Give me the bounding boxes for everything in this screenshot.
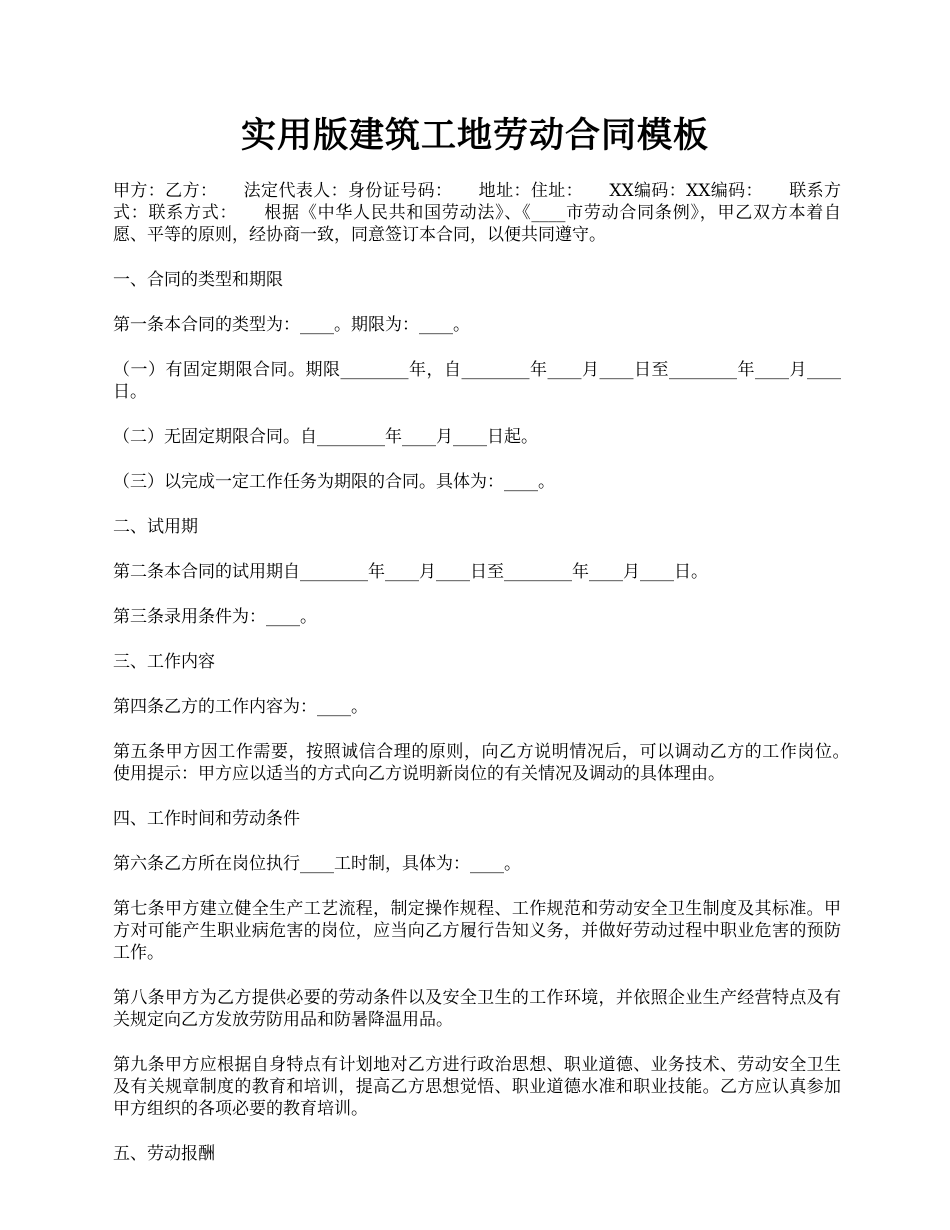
- article-2: 第二条本合同的试用期自________年____月____日至________年____月____日。: [113, 562, 708, 582]
- section-heading-remuneration: 五、劳动报酬: [113, 1144, 215, 1164]
- article-5: 第五条甲方因工作需要，按照诚信合理的原则，向乙方说明情况后，可以调动乙方的工作岗位。 使用提示：甲方应以适当的方式向乙方说明新岗位的有关情况及调动的具体理由。: [113, 742, 875, 784]
- article-7: 第七条甲方建立健全生产工艺流程，制定操作规程、工作规范和劳动安全卫生制度及其标准。甲方对可能产生职业病危害的岗位，应当向乙方履行告知义务，并做好劳动过程中职业危害的预防工作。: [113, 899, 841, 963]
- article-6: 第六条乙方所在岗位执行____工时制，具体为：____。: [113, 854, 521, 874]
- section-heading-work-hours: 四、工作时间和劳动条件: [113, 809, 300, 829]
- party-info-paragraph: 甲方：乙方： 法定代表人：身份证号码： 地址：住址： XX编码：XX编码： 联系方式：联系方式： 根据《中华人民共和国劳动法》、《____市劳动合同条例》，甲乙双方本着自愿、平等的原则，经协商一致，同意签订本合同，以便共同遵守。: [113, 181, 841, 245]
- section-heading-probation: 二、试用期: [113, 517, 198, 537]
- section-heading-contract-type: 一、合同的类型和期限: [113, 270, 283, 290]
- section-heading-work-content: 三、工作内容: [113, 652, 215, 672]
- document-title: 实用版建筑工地劳动合同模板: [240, 115, 709, 156]
- clause-fixed-term: （一）有固定期限合同。期限________年，自________年____月____日至________年____月____日。: [113, 360, 841, 402]
- document-body: [113, 180, 875, 1188]
- article-1: 第一条本合同的类型为：____。期限为：____。: [113, 315, 470, 335]
- clause-task-term: （三）以完成一定工作任务为期限的合同。具体为：____。: [113, 472, 555, 492]
- article-8: 第八条甲方为乙方提供必要的劳动条件以及安全卫生的工作环境，并依照企业生产经营特点及有关规定向乙方发放劳防用品和防暑降温用品。: [113, 988, 841, 1030]
- clause-open-term: （二）无固定期限合同。自________年____月____日起。: [113, 427, 538, 447]
- article-4: 第四条乙方的工作内容为：____。: [113, 697, 368, 717]
- article-3: 第三条录用条件为：____。: [113, 607, 317, 627]
- article-9: 第九条甲方应根据自身特点有计划地对乙方进行政治思想、职业道德、业务技术、劳动安全卫生及有关规章制度的教育和培训，提高乙方思想觉悟、职业道德水准和职业技能。乙方应认真参加甲方组织的各项必要的教育培训。: [113, 1055, 841, 1119]
